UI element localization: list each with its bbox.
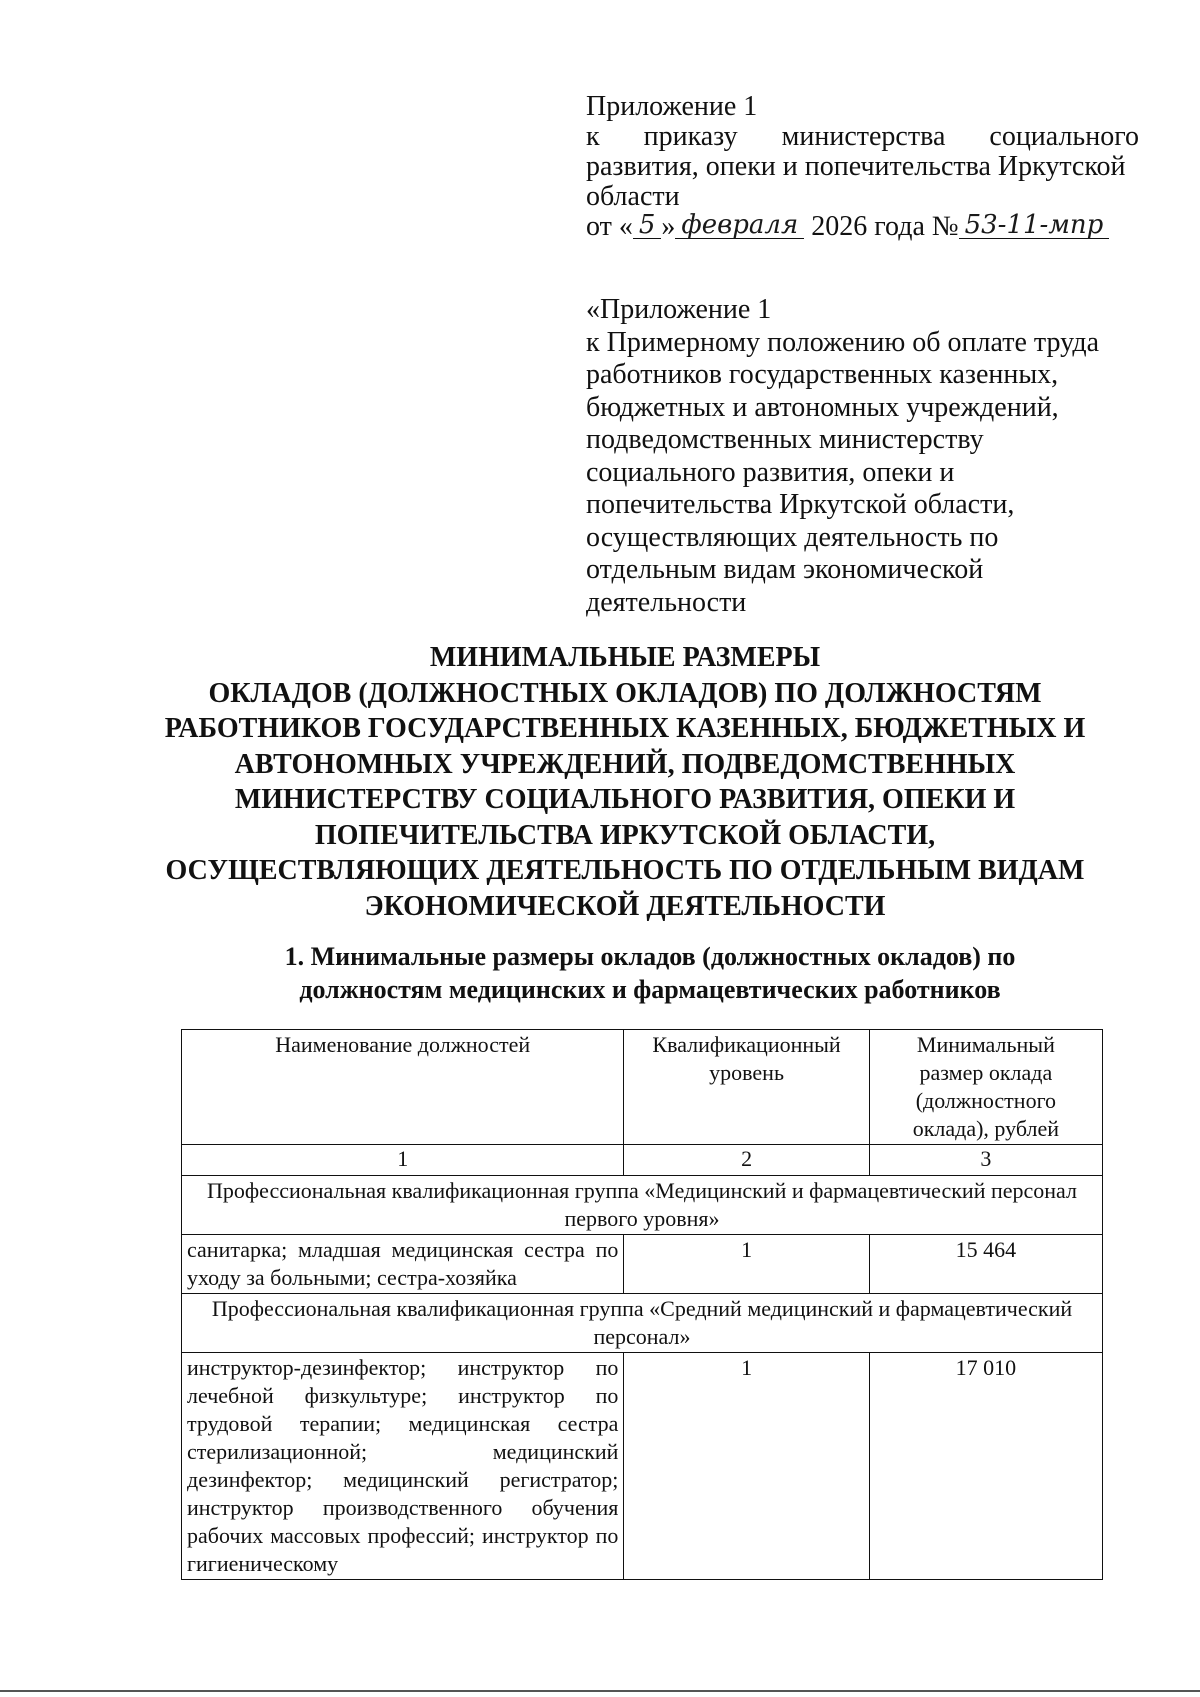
table-row xyxy=(182,1353,1103,1580)
handwritten-month: февраля xyxy=(675,212,804,239)
column-number: 2 xyxy=(624,1145,869,1176)
date-year: 2026 года № xyxy=(804,211,959,242)
appendix-header xyxy=(586,92,1139,242)
appendix2-line: социального развития, опеки и xyxy=(586,456,955,488)
header-salary: Минимальный размер оклада (должностного оклада), рублей xyxy=(869,1030,1102,1145)
header-level: Квалификационный уровень xyxy=(624,1030,869,1145)
column-number: 3 xyxy=(869,1145,1102,1176)
appendix-date-line xyxy=(586,212,1139,242)
appendix-word: социального xyxy=(989,121,1139,152)
title-line: АВТОНОМНЫХ УЧРЕЖДЕНИЙ, ПОДВЕДОМСТВЕННЫХ xyxy=(234,748,1016,780)
date-mid: » xyxy=(661,211,676,242)
salary-table xyxy=(181,1029,1103,1580)
title-line: МИНИМАЛЬНЫЕ РАЗМЕРЫ xyxy=(429,642,821,673)
appendix-order-line xyxy=(586,122,1139,152)
header-positions: Наименование должностей xyxy=(182,1030,624,1145)
positions-cell: санитарка; младшая медицинская сестра по уходу за больными; сестра-хозяйка xyxy=(182,1235,624,1294)
appendix-word: приказу xyxy=(643,121,738,152)
date-prefix: от « xyxy=(586,211,633,242)
group-row xyxy=(182,1294,1103,1353)
salary-cell: 15 464 xyxy=(869,1235,1102,1294)
title-line: ОСУЩЕСТВЛЯЮЩИХ ДЕЯТЕЛЬНОСТЬ ПО ОТДЕЛЬНЫМ ВИДАМ xyxy=(165,855,1085,886)
group-row xyxy=(182,1176,1103,1235)
appendix2-line: к Примерному положению об оплате труда xyxy=(586,326,1099,358)
page-bottom-rule xyxy=(0,1690,1200,1692)
title-line: ЭКОНОМИЧЕСКОЙ ДЕЯТЕЛЬНОСТИ xyxy=(364,890,886,922)
appendix-region-line: области xyxy=(586,181,680,212)
title-line: ПОПЕЧИТЕЛЬСТВА ИРКУТСКОЙ ОБЛАСТИ, xyxy=(314,819,936,851)
document-title xyxy=(120,640,1130,924)
appendix-reference xyxy=(586,294,1126,619)
appendix-title: Приложение 1 xyxy=(586,91,758,122)
section-heading xyxy=(200,940,1100,1006)
appendix2-line: работников государственных казенных, xyxy=(586,359,1059,390)
appendix2-line: подведомственных министерству xyxy=(586,424,984,455)
handwritten-day: 5 xyxy=(633,212,662,239)
table-row xyxy=(182,1235,1103,1294)
title-line: ОКЛАДОВ (ДОЛЖНОСТНЫХ ОКЛАДОВ) ПО ДОЛЖНОСТЯМ xyxy=(208,677,1042,709)
level-cell: 1 xyxy=(624,1235,869,1294)
column-number: 1 xyxy=(182,1145,624,1176)
appendix2-line: осуществляющих деятельность по xyxy=(586,521,999,553)
handwritten-order-number: 53-11-мпр xyxy=(959,212,1110,239)
level-cell: 1 xyxy=(624,1353,869,1580)
appendix-word: к xyxy=(586,121,600,152)
appendix2-line: «Приложение 1 xyxy=(586,294,772,325)
column-number-row xyxy=(182,1145,1103,1176)
appendix2-line: попечительства Иркутской области, xyxy=(586,489,1015,520)
title-line: РАБОТНИКОВ ГОСУДАРСТВЕННЫХ КАЗЕННЫХ, БЮДЖЕТНЫХ И xyxy=(164,713,1086,744)
table-header-row xyxy=(182,1030,1103,1145)
appendix2-line: отдельным видам экономической xyxy=(586,554,984,585)
positions-cell: инструктор-дезинфектор; инструктор по лечебной физкультуре; инструктор по трудовой терапии; медицинская сестра стерилизационной; медицинский дезинфектор; медицинский регистратор; инструктор производственного обучения рабочих массовых профессий; инструктор по гигиеническому xyxy=(182,1353,624,1580)
group-heading: Профессиональная квалификационная группа «Средний медицинский и фармацевтический персонал» xyxy=(182,1294,1103,1353)
title-line: МИНИСТЕРСТВУ СОЦИАЛЬНОГО РАЗВИТИЯ, ОПЕКИ И xyxy=(234,784,1016,815)
section-line: должностям медицинских и фармацевтических работников xyxy=(299,975,1001,1004)
section-line: 1. Минимальные размеры окладов (должностных окладов) по xyxy=(284,942,1016,971)
appendix-ministry-line: развития, опеки и попечительства Иркутской xyxy=(586,151,1126,182)
group-heading: Профессиональная квалификационная группа «Медицинский и фармацевтический персонал первого уровня» xyxy=(182,1176,1103,1235)
salary-cell: 17 010 xyxy=(869,1353,1102,1580)
appendix-word: министерства xyxy=(781,121,946,152)
appendix2-line: деятельности xyxy=(586,586,747,618)
appendix2-line: бюджетных и автономных учреждений, xyxy=(586,391,1059,423)
